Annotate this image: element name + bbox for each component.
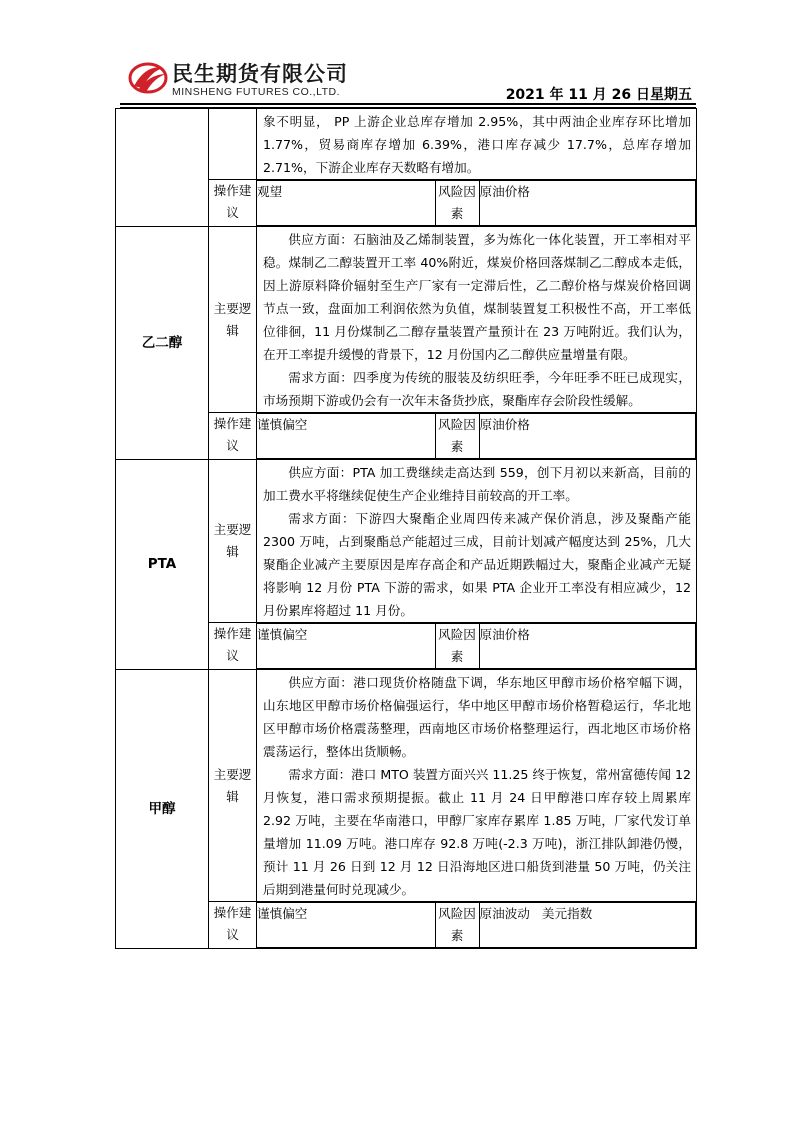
operation-risk-cell xyxy=(257,902,697,949)
operation-label: 操作建议 xyxy=(209,180,257,227)
logic-row xyxy=(116,670,697,902)
risk-label: 风险因素 xyxy=(435,903,479,948)
operation-risk-cell xyxy=(257,180,697,227)
risk-value: 原油价格 xyxy=(479,414,696,459)
header-rule xyxy=(120,103,696,105)
operation-label: 操作建议 xyxy=(209,623,257,670)
company-logo-icon xyxy=(128,60,168,96)
logic-row xyxy=(116,227,697,413)
risk-label: 风险因素 xyxy=(435,624,479,669)
risk-value: 原油波动 美元指数 xyxy=(479,903,696,948)
category-cell: PTA xyxy=(116,460,209,670)
category-cell: 乙二醇 xyxy=(116,227,209,460)
operation-risk-cell xyxy=(257,413,697,460)
logic-paragraph: 供应方面：PTA 加工费继续走高达到 559，创下月初以来新高，目前的加工费水平将继续促使生产企业维持目前较高的开工率。 xyxy=(263,465,691,503)
operation-value: 谨慎偏空 xyxy=(257,414,435,459)
logic-row xyxy=(116,109,697,180)
analysis-table xyxy=(115,108,697,949)
operation-risk-cell xyxy=(257,623,697,670)
operation-value: 观望 xyxy=(257,181,435,226)
risk-value: 原油价格 xyxy=(479,624,696,669)
logic-text-cell xyxy=(257,227,697,413)
logic-paragraph: 需求方面：四季度为传统的服装及纺织旺季，今年旺季不旺已成现实，市场预期下游或仍会有一次年末备货抄底，聚酯库存会阶段性缓解。 xyxy=(263,370,691,408)
logic-paragraph: 供应方面：石脑油及乙烯制装置，多为炼化一体化装置，开工率相对平稳。煤制乙二醇装置开工率 40%附近，煤炭价格回落煤制乙二醇成本走低，因上游原料降价辐射至生产厂家有一定滞后性，乙二醇价格与煤炭价格回调节点一致，盘面加工利润依然为负值，煤制装置复工积极性不高，开工率低位徘徊，11 月份煤制乙二醇存量装置产量预计在 23 万吨附近。我们认为，在开工率提升缓慢的背景下，12 月份国内乙二醇供应量增量有限。 xyxy=(263,232,691,362)
main-logic-label xyxy=(209,109,257,180)
risk-label: 风险因素 xyxy=(435,414,479,459)
logic-paragraph: 象不明显， PP 上游企业总库存增加 2.95%，其中两油企业库存环比增加 1.77%，贸易商库存增加 6.39%，港口库存减少 17.7%，总库存增加 2.71%，下游企业库存天数略有增加。 xyxy=(263,114,691,175)
logic-text-cell xyxy=(257,109,697,180)
logic-row xyxy=(116,460,697,623)
operation-value: 谨慎偏空 xyxy=(257,903,435,948)
category-cell xyxy=(116,109,209,227)
main-logic-label: 主要逻辑 xyxy=(209,460,257,623)
company-name-cn: 民生期货有限公司 xyxy=(172,62,348,86)
report-date: 2021 年 11 月 26 日星期五 xyxy=(505,87,692,103)
logic-paragraph: 需求方面：下游四大聚酯企业周四传来减产保价消息，涉及聚酯产能 2300 万吨，占到聚酯总产能超过三成，目前计划减产幅度达到 25%，几大聚酯企业减产主要原因是库存高企和产品近期跌幅过大，聚酯企业减产无疑将影响 12 月份 PTA 下游的需求，如果 PTA 企业开工率没有相应减少，12 月份累库将超过 11 月份。 xyxy=(263,511,691,618)
operation-label: 操作建议 xyxy=(209,902,257,949)
logic-text-cell xyxy=(257,460,697,623)
company-name-en: MINSHENG FUTURES CO.,LTD. xyxy=(172,86,341,98)
main-logic-label: 主要逻辑 xyxy=(209,670,257,902)
category-cell: 甲醇 xyxy=(116,670,209,949)
main-logic-label: 主要逻辑 xyxy=(209,227,257,413)
operation-label: 操作建议 xyxy=(209,413,257,460)
operation-value: 谨慎偏空 xyxy=(257,624,435,669)
logic-paragraph: 需求方面：港口 MTO 装置方面兴兴 11.25 终于恢复，常州富德传闻 12 月恢复，港口需求预期提振。截止 11 月 24 日甲醇港口库存较上周累库 2.92 万吨，主要在华南港口，甲醇厂家库存累库 1.85 万吨，厂家代发订单量增加 11.09 万吨。港口库存 92.8 万吨(-2.3 万吨)，浙江排队卸港仍慢，预计 11 月 26 日到 12 月 12 日沿海地区进口船货到港量 50 万吨，仍关注后期到港量何时兑现减少。 xyxy=(263,767,692,897)
risk-value: 原油价格 xyxy=(479,181,696,226)
logic-text-cell xyxy=(257,670,697,902)
page-header xyxy=(120,56,696,104)
risk-label: 风险因素 xyxy=(435,181,479,226)
logic-paragraph: 供应方面：港口现货价格随盘下调，华东地区甲醇市场价格窄幅下调，山东地区甲醇市场价格偏强运行，华中地区甲醇市场价格暂稳运行，华北地区甲醇市场价格震荡整理，西南地区市场价格整理运行，西北地区市场价格震荡运行，整体出货顺畅。 xyxy=(263,675,691,759)
